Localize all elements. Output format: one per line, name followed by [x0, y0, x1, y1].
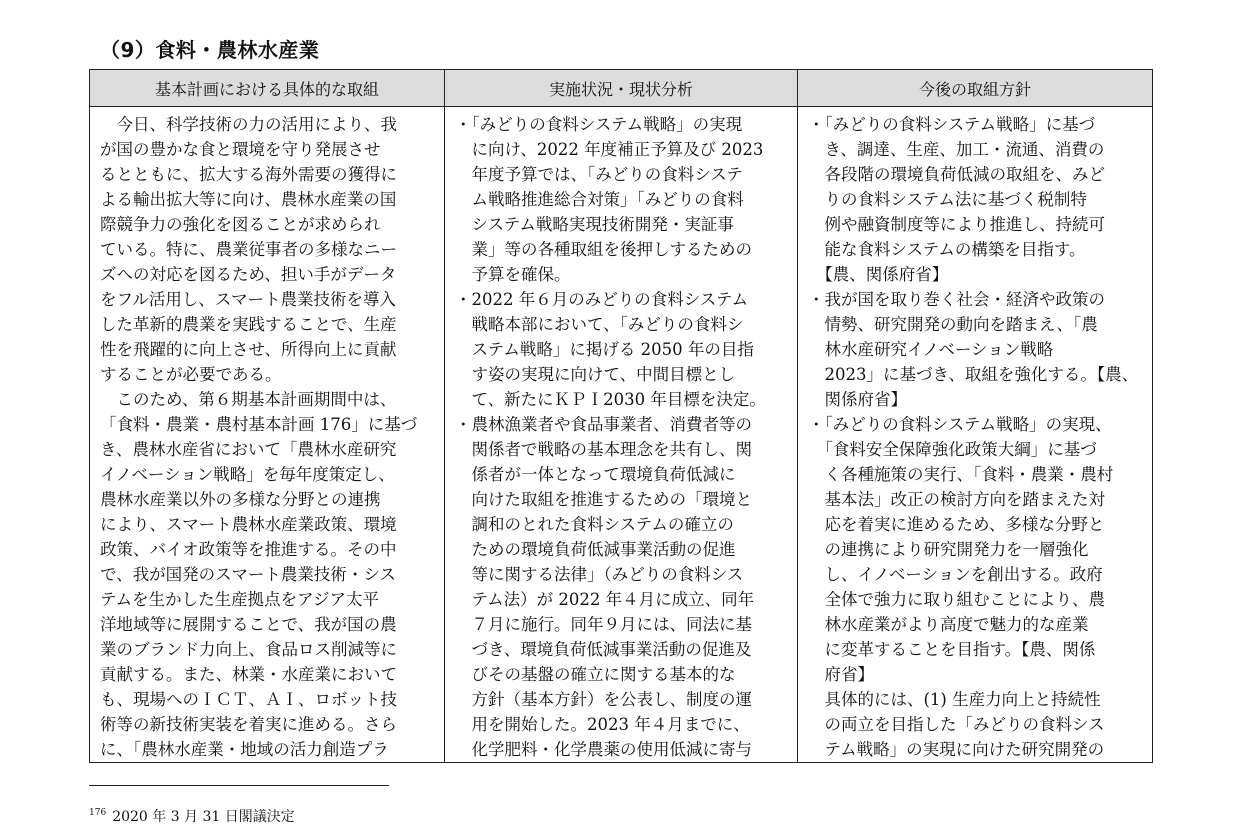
- cell-specific-measures: 今日、科学技術の力の活用により、我 が国の豊かな食と環境を守り発展させ るとともに、拡大する海外需要の獲得に よる輸出拡大等に向け、農林水産業の国 際競争力の強化を図ることが求められ ている。特に、農業従事者の多様なニー ズへの対応を図るため、担い手がデータ をフル活用し、スマート農業技術を導入 した革新的農業を実践することで、生産 性を飛躍的に向上させ、所得向上に貢献 することが必要である。 このため、第６期基本計画期間中は、 「食料・農業・農村基本計画 176」に基づ き、農林水産省において「農林水産研究 イノベーション戦略」を毎年度策定し、 農林水産業以外の多様な分野との連携 により、スマート農林水産業政策、環境 政策、バイオ政策等を推進する。その中 で、我が国発のスマート農業技術・シス テムを生かした生産拠点をアジア太平 洋地域等に展開することで、我が国の農 業のブランド力向上、食品ロス削減等に 貢献する。また、林業・水産業において も、現場へのＩＣＴ、ＡＩ、ロボット技 術等の新技術実装を着実に進める。さら に、「農林水産業・地域の活力創造プラ: [90, 107, 445, 763]
- header-implementation-status: 実施状況・現状分析: [445, 70, 798, 107]
- header-specific-measures: 基本計画における具体的な取組: [90, 70, 445, 107]
- footnote-number: 176: [89, 808, 107, 819]
- policy-table: [89, 69, 1153, 763]
- table-row: [90, 107, 1153, 763]
- footnote-text: 2020 年 3 月 31 日閣議決定: [112, 809, 295, 825]
- cell-implementation-status: ・「みどりの食料システム戦略」の実現 に向け、2022 年度補正予算及び 2023 年度予算では、「みどりの食料システ ム戦略推進総合対策」「みどりの食料 システム戦略実現技術開発・実証事 業」等の各種取組を後押しするための 予算を確保。 ・2022 年６月のみどりの食料システム 戦略本部において、「みどりの食料シ ステム戦略」に掲げる 2050 年の目指 す姿の実現に向けて、中間目標とし て、新たにＫＰＩ2030 年目標を決定。 ・農林漁業者や食品事業者、消費者等の 関係者で戦略の基本理念を共有し、関 係者が一体となって環境負荷低減に 向けた取組を推進するための「環境と 調和のとれた食料システムの確立の ための環境負荷低減事業活動の促進 等に関する法律」（みどりの食料シス テム法）が 2022 年４月に成立、同年 ７月に施行。同年９月には、同法に基 づき、環境負荷低減事業活動の促進及 びその基盤の確立に関する基本的な 方針（基本方針）を公表し、制度の運 用を開始した。2023 年４月までに、 化学肥料・化学農薬の使用低減に寄与: [445, 107, 798, 763]
- section-title: （9）食料・農林水産業: [100, 38, 320, 62]
- header-future-policy: 今後の取組方針: [798, 70, 1153, 107]
- footnote: [89, 806, 295, 826]
- footnote-divider: [89, 785, 389, 786]
- table-header-row: [90, 70, 1153, 107]
- cell-future-policy: ・「みどりの食料システム戦略」に基づ き、調達、生産、加工・流通、消費の 各段階の環境負荷低減の取組を、みど りの食料システム法に基づく税制特 例や融資制度等により推進し、持続可 能な食料システムの構築を目指す。 【農、関係府省】 ・我が国を取り巻く社会・経済や政策の 情勢、研究開発の動向を踏まえ、「農 林水産研究イノベーション戦略 2023」に基づき、取組を強化する。【農、 関係府省】 ・「みどりの食料システム戦略」の実現、 「食料安全保障強化政策大綱」に基づ く各種施策の実行、「食料・農業・農村 基本法」改正の検討方向を踏まえた対 応を着実に進めるため、多様な分野と の連携により研究開発力を一層強化 し、イノベーションを創出する。政府 全体で強力に取り組むことにより、農 林水産業がより高度で魅力的な産業 に変革することを目指す。【農、関係 府省】 具体的には、(1) 生産力向上と持続性 の両立を目指した「みどりの食料シス テム戦略」の実現に向けた研究開発の: [798, 107, 1153, 763]
